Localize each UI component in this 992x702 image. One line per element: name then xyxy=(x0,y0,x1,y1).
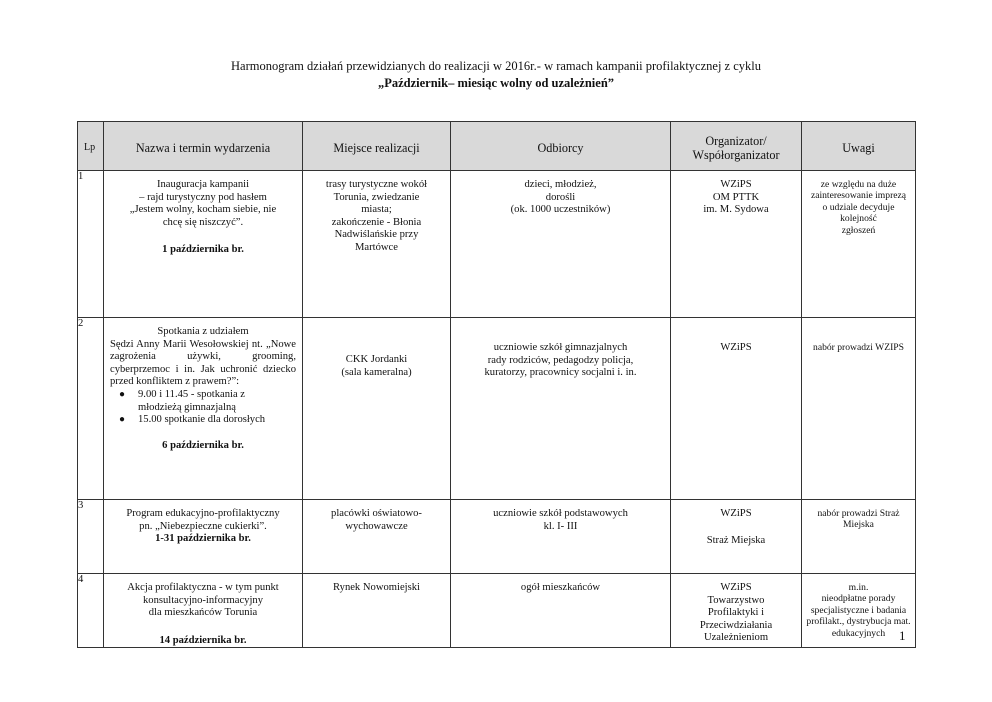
header-place: Miejsce realizacji xyxy=(303,122,451,171)
place-line: Rynek Nowomiejski xyxy=(333,582,420,593)
organizer-cell xyxy=(671,171,802,318)
place-cell xyxy=(303,500,451,574)
event-name-cell xyxy=(104,318,303,500)
notes-line: o udziale decyduje kolejność xyxy=(822,201,895,225)
header-organizer xyxy=(671,122,802,171)
event-name-line: Inauguracja kampanii xyxy=(156,179,250,190)
table-row xyxy=(78,574,916,648)
notes-line: edukacyjnych xyxy=(831,627,886,639)
event-name-line: „Jestem wolny, kocham siebie, nie xyxy=(129,204,277,216)
place-line: trasy turystyczne wokół xyxy=(325,179,428,190)
notes-line: m.in. xyxy=(848,582,869,593)
audience-cell xyxy=(451,574,671,648)
place-line: wychowawcze xyxy=(345,520,408,532)
notes-line: nieodpłatne porady xyxy=(821,593,896,605)
bullet-text: 9.00 i 11.45 - spotkania z xyxy=(138,388,245,400)
event-name-line: pn. „Niebezpieczne cukierki”. xyxy=(139,520,267,532)
audience-line: uczniowie szkół podstawowych xyxy=(493,508,628,519)
event-name-line: chcę się niszczyć”. xyxy=(162,216,244,228)
organizer-cell xyxy=(671,318,802,500)
table-row xyxy=(78,500,916,574)
organizer-line: Przeciwdziałania xyxy=(699,619,773,631)
event-name-line: dla mieszkańców Torunia xyxy=(148,607,258,619)
notes-cell xyxy=(802,318,916,500)
organizer-line: WZiPS xyxy=(720,179,752,190)
row-number: 3 xyxy=(78,500,104,574)
organizer-line: Uzależnieniom xyxy=(703,632,769,644)
bullet-icon: ● xyxy=(119,388,126,400)
place-cell xyxy=(303,318,451,500)
header-audience: Odbiorcy xyxy=(451,122,671,171)
place-line: miasta; xyxy=(361,204,392,216)
event-date: 14 października br. xyxy=(159,634,247,646)
organizer-line: WZiPS xyxy=(720,342,752,353)
organizer-line: Straż Miejska xyxy=(706,534,766,546)
list-item xyxy=(119,414,296,427)
event-name-cell xyxy=(104,171,303,318)
audience-cell xyxy=(451,500,671,574)
audience-cell xyxy=(451,171,671,318)
notes-line: profilakt., dystrybucja mat. xyxy=(806,616,911,628)
event-name-line: Akcja profilaktyczna - w tym punkt xyxy=(127,582,279,593)
audience-line: dorośli xyxy=(545,191,576,203)
schedule-table xyxy=(77,121,916,648)
place-line: placówki oświatowo- xyxy=(331,508,422,519)
place-line: Nadwiślańskie przy xyxy=(334,229,419,241)
header-name: Nazwa i termin wydarzenia xyxy=(104,122,303,171)
event-name-line: – rajd turystyczny pod hasłem xyxy=(139,191,267,203)
event-name-cell xyxy=(104,574,303,648)
place-cell xyxy=(303,574,451,648)
organizer-line: WZiPS xyxy=(720,508,752,519)
row-number: 2 xyxy=(78,318,104,500)
place-cell xyxy=(303,171,451,318)
header-organizer-line2: Współorganizator xyxy=(692,148,780,162)
organizer-line: Profilaktyki i xyxy=(707,607,765,619)
organizer-line: WZiPS xyxy=(720,582,752,593)
event-name-line: Program edukacyjno-profilaktyczny xyxy=(126,508,280,519)
notes-line: zainteresowanie imprezą xyxy=(810,190,907,202)
event-bullet-list xyxy=(110,389,296,427)
event-name-intro: Spotkania z udziałem xyxy=(157,326,249,337)
audience-line: kuratorzy, pracownicy socjalni i. in. xyxy=(484,367,637,379)
organizer-cell xyxy=(671,500,802,574)
page-number: 1 xyxy=(899,628,906,643)
notes-line: ze względu na duże xyxy=(820,179,897,190)
audience-line: uczniowie szkół gimnazjalnych xyxy=(493,342,628,353)
audience-line: dzieci, młodzież, xyxy=(524,179,597,190)
organizer-line: im. M. Sydowa xyxy=(703,204,769,216)
notes-line: nabór prowadzi Straż Miejska xyxy=(817,508,900,531)
row-number: 1 xyxy=(78,171,104,318)
notes-line: nabór prowadzi WZIPS xyxy=(813,342,904,353)
table-header-row xyxy=(78,122,916,171)
event-date: 6 października br. xyxy=(162,439,244,451)
audience-line: (ok. 1000 uczestników) xyxy=(510,204,611,216)
place-line: Martówce xyxy=(355,241,398,253)
audience-line: kl. I- III xyxy=(543,520,578,532)
place-line: Torunia, zwiedzanie xyxy=(333,191,420,203)
title-line-1: Harmonogram działań przewidzianych do realizacji w 2016r.- w ramach kampanii profilaktycznej z cyklu xyxy=(231,59,761,73)
event-date: 1-31 października br. xyxy=(155,533,251,545)
list-item xyxy=(119,388,296,414)
bullet-text: młodzieżą gimnazjalną xyxy=(138,401,236,413)
organizer-line: OM PTTK xyxy=(712,191,760,203)
event-name-cell xyxy=(104,500,303,574)
row-number: 4 xyxy=(78,574,104,648)
bullet-text: 15.00 spotkanie dla dorosłych xyxy=(138,414,266,426)
place-line: zakończenie - Błonia xyxy=(331,216,422,228)
organizer-line: Towarzystwo xyxy=(707,594,765,606)
audience-line: ogół mieszkańców xyxy=(520,582,601,593)
header-lp: Lp xyxy=(78,122,104,171)
organizer-cell xyxy=(671,574,802,648)
notes-line: specjalistyczne i badania xyxy=(810,604,907,616)
place-line: CKK Jordanki xyxy=(345,354,408,365)
bullet-icon: ● xyxy=(119,414,126,426)
notes-cell xyxy=(802,171,916,318)
event-date: 1 października br. xyxy=(162,244,244,256)
notes-line: zgłoszeń xyxy=(841,224,876,236)
title-line-2: „Październik– miesiąc wolny od uzależnień” xyxy=(377,76,615,90)
header-organizer-line1: Organizator/ xyxy=(705,134,767,148)
table-row xyxy=(78,318,916,500)
header-notes: Uwagi xyxy=(802,122,916,171)
table-row xyxy=(78,171,916,318)
notes-cell xyxy=(802,500,916,574)
event-name-line: konsultacyjno-informacyjny xyxy=(142,594,264,606)
audience-cell xyxy=(451,318,671,500)
place-line: (sala kameralna) xyxy=(341,366,412,378)
document-title xyxy=(0,58,992,92)
audience-line: rady rodziców, pedagodzy policja, xyxy=(487,354,634,366)
event-name-body: Sędzi Anny Marii Wesołowskiej nt. „Nowe zagrożenia używki, grooming, cyberprzemoc i in. Jak uchronić dziecko przed konfliktem z prawem?”: xyxy=(110,338,296,388)
